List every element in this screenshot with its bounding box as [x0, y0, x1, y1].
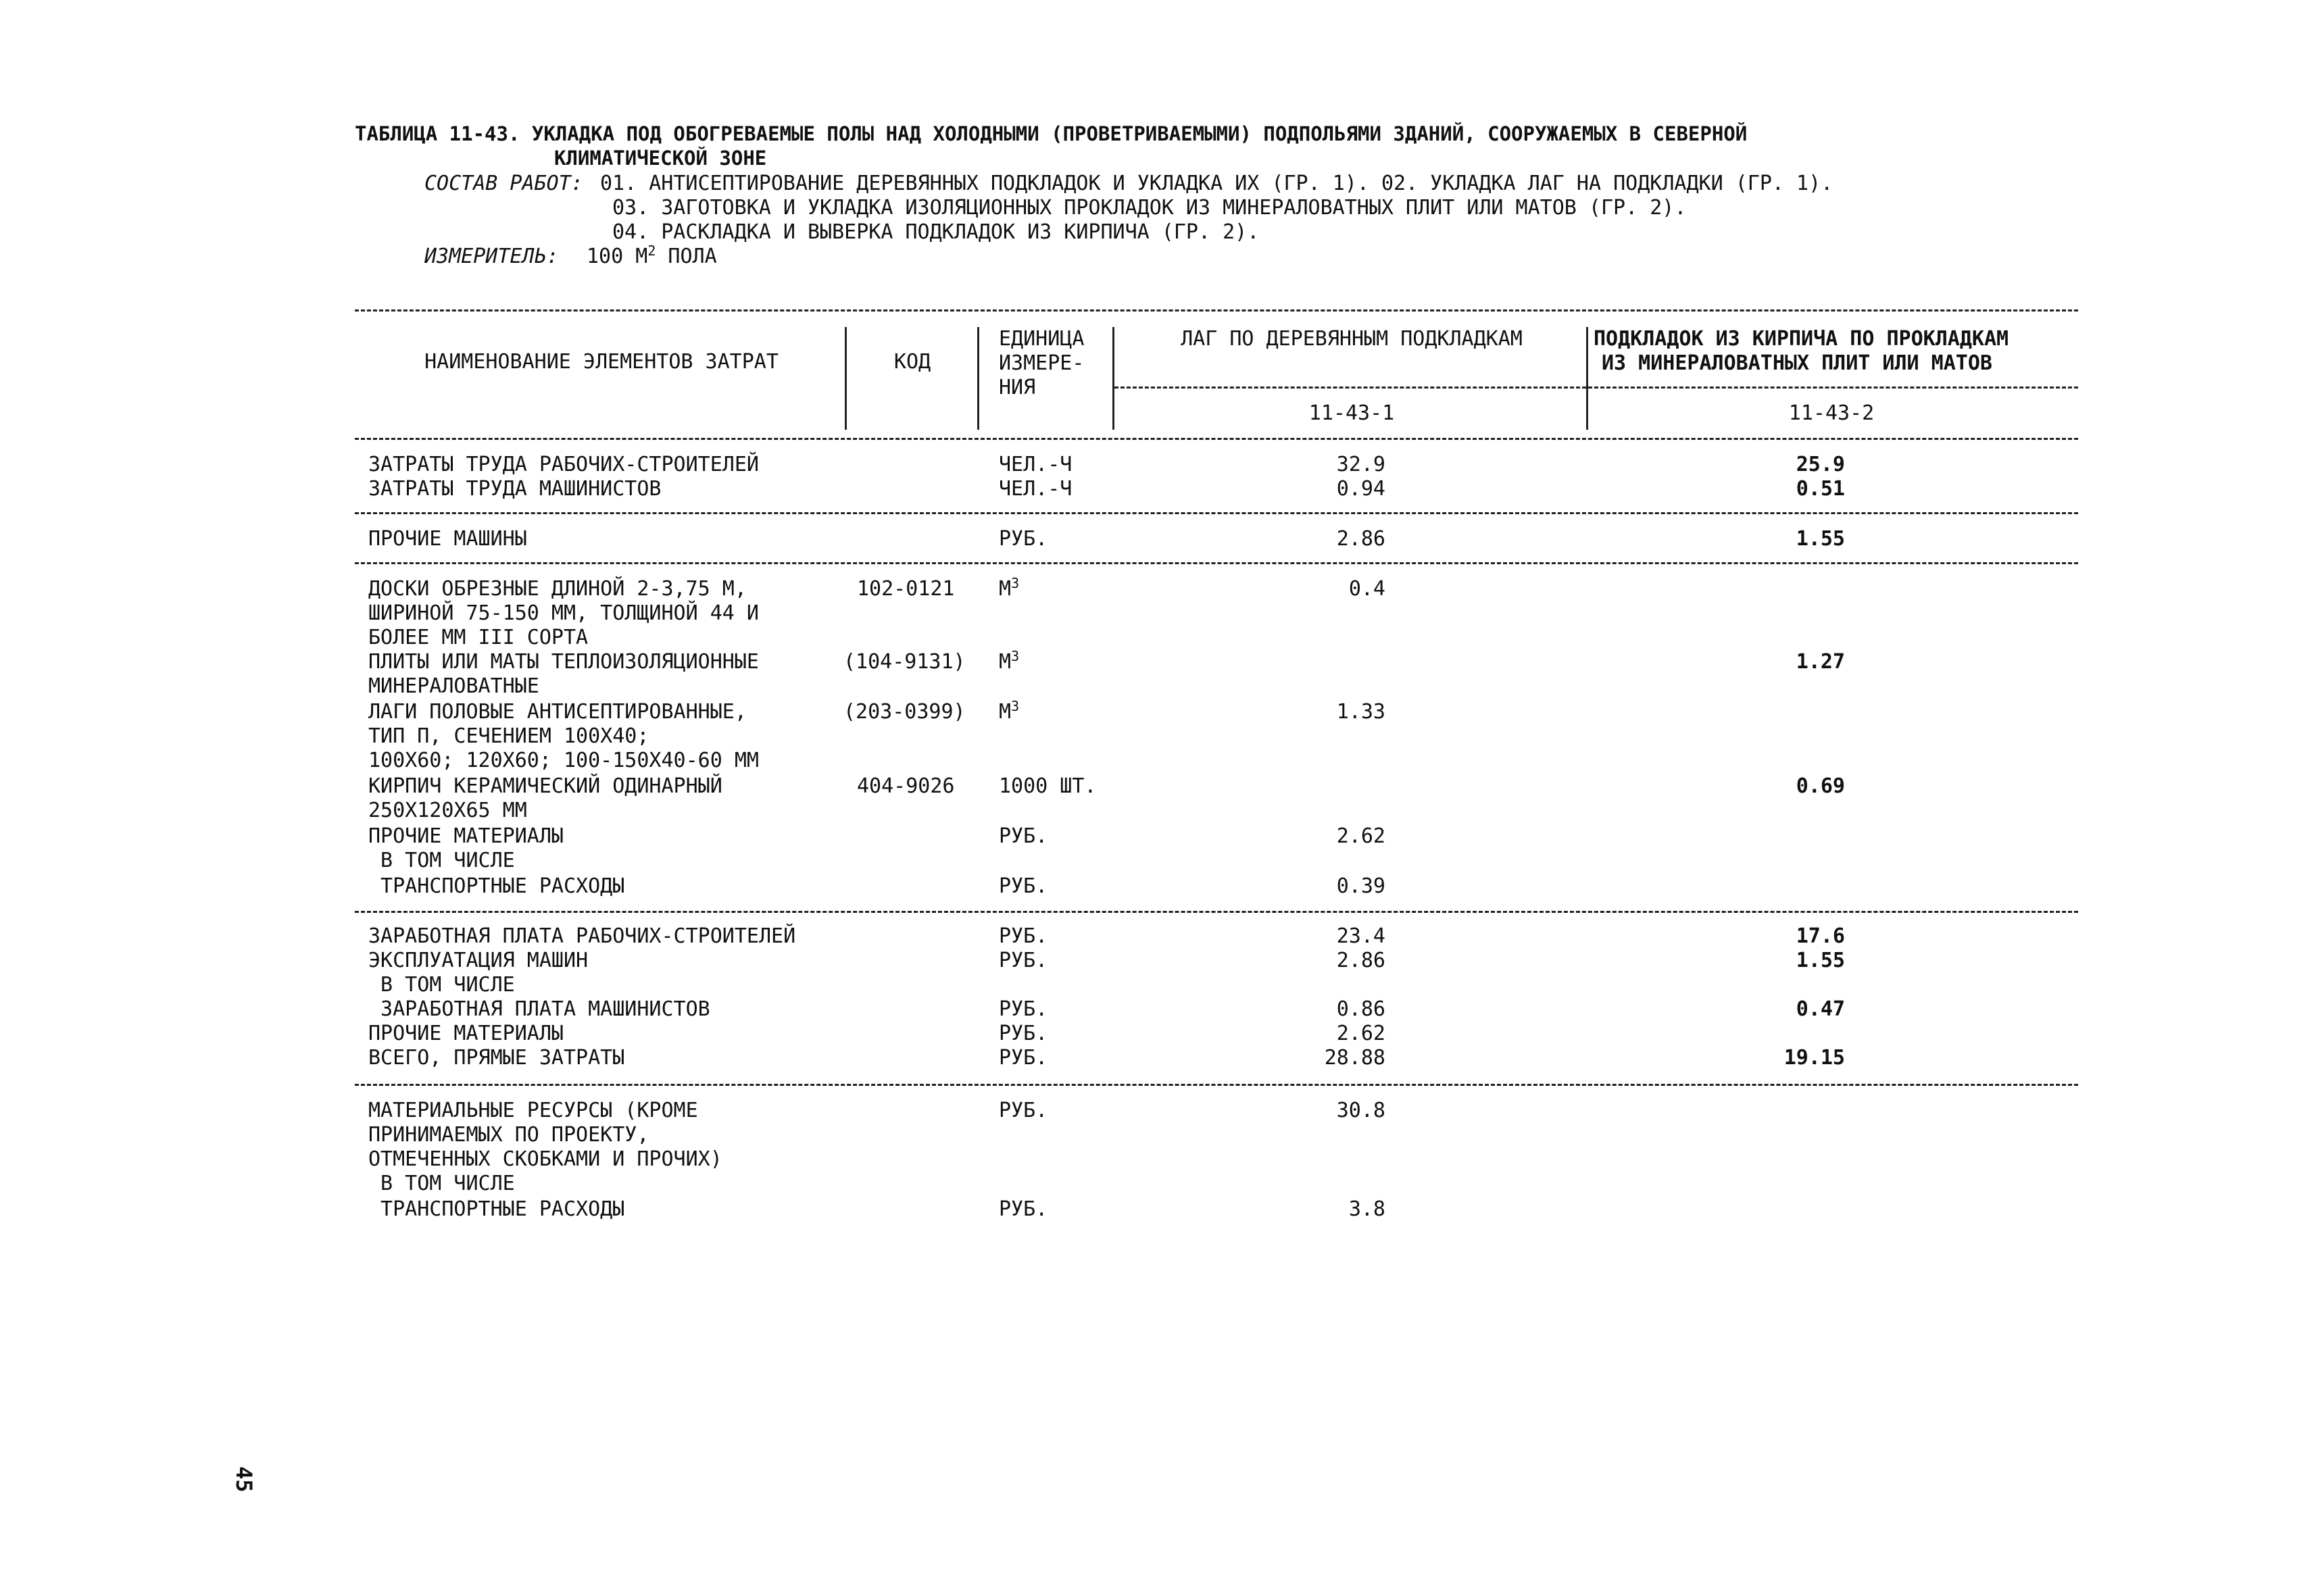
header-name: НАИМЕНОВАНИЕ ЭЛЕМЕНТОВ ЗАТРАТ — [424, 350, 779, 374]
row-name: В ТОМ ЧИСЛЕ — [368, 1172, 515, 1195]
page-number: 45 — [231, 1466, 257, 1493]
row-name: ПРОЧИЕ МАТЕРИАЛЫ — [368, 1022, 564, 1045]
row-unit: РУБ. — [999, 997, 1048, 1021]
table-title-line1: ТАБЛИЦА 11-43. УКЛАДКА ПОД ОБОГРЕВАЕМЫЕ ПОЛЫ НАД ХОЛОДНЫМИ (ПРОВЕТРИВАЕМЫМИ) ПОДПОЛЬЯМИ ЗДАНИЙ, СООРУЖАЕМЫХ В СЕВЕРНОЙ — [355, 122, 1748, 145]
group-rule — [355, 1084, 2078, 1086]
row-name: ДОСКИ ОБРЕЗНЫЕ ДЛИНОЙ 2-3,75 М, — [368, 577, 747, 601]
row-unit: РУБ. — [999, 1022, 1048, 1045]
row-unit: $М^3$ — [999, 575, 1020, 601]
row-code: (104-9131) — [843, 650, 966, 674]
row-name: МИНЕРАЛОВАТНЫЕ — [368, 674, 539, 698]
row-value-1: 2.62 — [1336, 824, 1385, 848]
row-name: ПРОЧИЕ МАТЕРИАЛЫ — [368, 824, 564, 848]
row-name: ЭКСПЛУАТАЦИЯ МАШИН — [368, 949, 589, 972]
row-code: 404-9026 — [857, 774, 955, 798]
table-top-rule — [355, 309, 2078, 311]
row-name: ТРАНСПОРТНЫЕ РАСХОДЫ — [368, 1197, 625, 1221]
row-value-2: 0.47 — [1796, 997, 1845, 1021]
row-name: ПРИНИМАЕМЫХ ПО ПРОЕКТУ, — [368, 1123, 649, 1147]
row-name: ЗАРАБОТНАЯ ПЛАТА МАШИНИСТОВ — [368, 997, 710, 1021]
header-col2-code: 11-43-2 — [1788, 401, 1875, 425]
row-name: ЗАТРАТЫ ТРУДА МАШИНИСТОВ — [368, 477, 662, 501]
row-name: ЛАГИ ПОЛОВЫЕ АНТИСЕПТИРОВАННЫЕ, — [368, 700, 747, 724]
row-unit: ЧЕЛ.-Ч — [999, 477, 1073, 501]
group-rule — [355, 562, 2078, 564]
row-name: ВСЕГО, ПРЯМЫЕ ЗАТРАТЫ — [368, 1046, 625, 1070]
row-unit: $М^3$ — [999, 648, 1020, 674]
row-value-1: 2.62 — [1336, 1022, 1385, 1045]
row-name: КИРПИЧ КЕРАМИЧЕСКИЙ ОДИНАРНЫЙ — [368, 774, 722, 798]
row-name: ТИП П, СЕЧЕНИЕМ 100Х40; — [368, 724, 649, 748]
row-value-1: 0.4 — [1348, 577, 1385, 601]
row-name: ПРОЧИЕ МАШИНЫ — [368, 527, 527, 551]
row-unit: ЧЕЛ.-Ч — [999, 453, 1073, 476]
row-value-1: 32.9 — [1336, 453, 1385, 476]
row-name: ТРАНСПОРТНЫЕ РАСХОДЫ — [368, 874, 625, 898]
header-unit-line3: НИЯ — [999, 376, 1036, 399]
row-name: ПЛИТЫ ИЛИ МАТЫ ТЕПЛОИЗОЛЯЦИОННЫЕ — [368, 650, 759, 674]
group-rule — [355, 512, 2078, 514]
row-unit: РУБ. — [999, 1197, 1048, 1221]
row-name: ШИРИНОЙ 75-150 ММ, ТОЛЩИНОЙ 44 И — [368, 601, 759, 625]
header-col2-title-line2: ИЗ МИНЕРАЛОВАТНЫХ ПЛИТ ИЛИ МАТОВ — [1602, 351, 1992, 375]
row-value-1: 0.94 — [1336, 477, 1385, 501]
row-value-2: 25.9 — [1796, 453, 1845, 476]
row-value-1: 2.86 — [1336, 527, 1385, 551]
row-unit: 1000 ШТ. — [999, 774, 1097, 798]
row-unit: РУБ. — [999, 1046, 1048, 1070]
row-value-2: 0.51 — [1796, 477, 1845, 501]
row-name: БОЛЕЕ ММ III СОРТА — [368, 626, 589, 649]
row-name: ОТМЕЧЕННЫХ СКОБКАМИ И ПРОЧИХ) — [368, 1147, 722, 1171]
row-value-1: 3.8 — [1348, 1197, 1385, 1221]
header-unit-line2: ИЗМЕРЕ- — [999, 351, 1085, 375]
work-line2: 03. ЗАГОТОВКА И УКЛАДКА ИЗОЛЯЦИОННЫХ ПРОКЛАДОК ИЗ МИНЕРАЛОВАТНЫХ ПЛИТ ИЛИ МАТОВ (ГР. 2). — [612, 196, 1687, 220]
row-value-2: 1.55 — [1796, 527, 1845, 551]
measure-label: ИЗМЕРИТЕЛЬ: — [424, 245, 559, 268]
row-value-2: 1.27 — [1796, 650, 1845, 674]
row-unit: РУБ. — [999, 924, 1048, 948]
row-unit: $М^3$ — [999, 698, 1020, 724]
header-col1-title: ЛАГ ПО ДЕРЕВЯННЫМ ПОДКЛАДКАМ — [1181, 327, 1523, 351]
table-title-line2: КЛИМАТИЧЕСКОЙ ЗОНЕ — [554, 147, 767, 170]
row-unit: РУБ. — [999, 1099, 1048, 1122]
row-value-1: 30.8 — [1336, 1099, 1385, 1122]
row-code: 102-0121 — [857, 577, 955, 601]
header-sub-rule — [1114, 386, 2078, 389]
row-value-2: 17.6 — [1796, 924, 1845, 948]
header-unit-line1: ЕДИНИЦА — [999, 327, 1085, 351]
row-name: ЗАТРАТЫ ТРУДА РАБОЧИХ-СТРОИТЕЛЕЙ — [368, 453, 759, 476]
row-name: 250Х120Х65 ММ — [368, 799, 527, 822]
row-unit: РУБ. — [999, 527, 1048, 551]
header-col1-code: 11-43-1 — [1308, 401, 1395, 425]
row-value-2: 19.15 — [1783, 1046, 1845, 1070]
work-line3: 04. РАСКЛАДКА И ВЫВЕРКА ПОДКЛАДОК ИЗ КИРПИЧА (ГР. 2). — [612, 220, 1260, 244]
work-label: СОСТАВ РАБОТ: — [424, 172, 583, 195]
row-name: МАТЕРИАЛЬНЫЕ РЕСУРСЫ (КРОМЕ — [368, 1099, 698, 1122]
row-name: В ТОМ ЧИСЛЕ — [368, 973, 515, 997]
header-divider — [1112, 327, 1114, 430]
row-value-1: 28.88 — [1324, 1046, 1385, 1070]
header-divider — [845, 327, 847, 430]
header-col2-title-line1: ПОДКЛАДОК ИЗ КИРПИЧА ПО ПРОКЛАДКАМ — [1594, 327, 2009, 351]
header-bottom-rule — [355, 438, 2078, 440]
header-divider — [977, 327, 979, 430]
row-unit: РУБ. — [999, 824, 1048, 848]
measure-value: 100 $М^2$ ПОЛА — [587, 243, 717, 268]
row-value-1: 23.4 — [1336, 924, 1385, 948]
row-unit: РУБ. — [999, 949, 1048, 972]
row-name: ЗАРАБОТНАЯ ПЛАТА РАБОЧИХ-СТРОИТЕЛЕЙ — [368, 924, 796, 948]
row-unit: РУБ. — [999, 874, 1048, 898]
work-line1: 01. АНТИСЕПТИРОВАНИЕ ДЕРЕВЯННЫХ ПОДКЛАДОК И УКЛАДКА ИХ (ГР. 1). 02. УКЛАДКА ЛАГ НА ПОДКЛАДКИ (ГР. 1). — [600, 172, 1833, 195]
row-value-1: 0.39 — [1336, 874, 1385, 898]
header-code: КОД — [893, 350, 931, 374]
row-name: В ТОМ ЧИСЛЕ — [368, 849, 515, 872]
row-value-2: 0.69 — [1796, 774, 1845, 798]
row-code: (203-0399) — [843, 700, 966, 724]
row-value-1: 1.33 — [1336, 700, 1385, 724]
row-value-1: 0.86 — [1336, 997, 1385, 1021]
row-value-1: 2.86 — [1336, 949, 1385, 972]
group-rule — [355, 911, 2078, 913]
row-value-2: 1.55 — [1796, 949, 1845, 972]
row-name: 100Х60; 120Х60; 100-150Х40-60 ММ — [368, 749, 759, 772]
